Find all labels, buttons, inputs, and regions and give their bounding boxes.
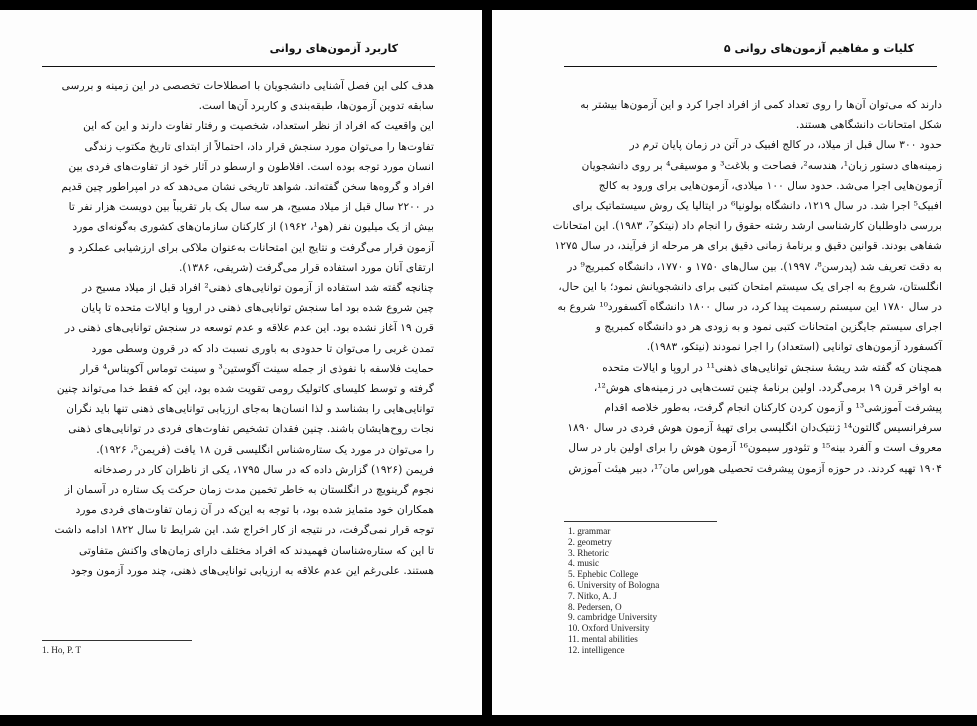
text-line: آکسفورد آزمون‌های توانایی (استعداد) را اجرا نمودند (نیتکو، ۱۹۸۳). [646, 340, 942, 354]
text-line: شکل امتحانات دانشگاهی هستند. [795, 118, 942, 132]
text-line: سابقه تدوین آزمون‌ها، طبقه‌بندی و کاربرد آن‌ها است. [198, 99, 434, 113]
text-line: را می‌توان در مورد یک ستاره‌شناس انگلیسی قرن ۱۸ یافت (فریمن⁵، ۱۹۲۶). [96, 442, 434, 456]
footnote: 9. cambridge University [568, 612, 658, 623]
right-running-head [712, 42, 914, 62]
left-paragraph [36, 116, 434, 278]
footnote: 12. intelligence [568, 644, 625, 655]
text-line: گرفته و توسط کلیسای کاتولیک رومی تقویت شده بود، این که فقط خدا می‌تواند چنین [56, 382, 434, 396]
text-line: همکاران خود متمایز شده بود، با توجه به این‌که در آن زمان تفاوت‌های فردی مورد [75, 503, 434, 517]
footnote: 2. geometry [568, 536, 612, 547]
left-paragraph [36, 76, 434, 116]
text-line: شفاهی بودند. قوانین دقیق و برنامهٔ زمانی دقیق برای هر مرحله از فرآیند، در سال ۱۲۷۵ [554, 239, 942, 253]
text-line: بررسی داوطلبان کارشناسی ارشد رشته حقوق را انجام داد (نیتکو⁷، ۱۹۸۳). این امتحانات [552, 219, 942, 233]
footnote: 10. Oxford University [568, 623, 650, 634]
text-line: قرن ۱۹ آغاز نشده بود. این عدم علاقه و عدم توسعه در سنجش توانایی‌های ذهنی در [65, 321, 434, 335]
footnote: 4. music [568, 558, 600, 569]
left-running-head: کاربرد آزمون‌های روانی [269, 42, 398, 55]
text-line: همچنان که گفته شد ریشهٔ سنجش توانایی‌های ذهنی¹¹ در اروپا و ایالات متحده [602, 360, 942, 374]
footnote: 8. Pedersen, O [568, 601, 622, 612]
left-footnotes [42, 645, 81, 656]
left-paragraph [36, 460, 434, 581]
right-page [492, 10, 977, 715]
text-line: توجه قرار نمی‌گرفت، در نتیجه از کار اخراج شد. این شرایط تا سال ۱۸۲۲ ادامه داشت [54, 523, 434, 537]
text-line: حمایت فلاسفه با نفوذی از جمله سینت آگوستین³ و سینت توماس آکویناس⁴ قرار [80, 361, 434, 375]
text-line: معروف است و آلفرد بینه¹⁵ و تئودور سیمون¹⁶ آزمون هوش را برای اولین بار در سال [568, 441, 942, 455]
footnote: 7. Nitko, A. J [568, 590, 618, 601]
right-running-head-title: کلیات و مفاهیم آزمون‌های روانی [734, 42, 914, 55]
text-line: افراد و گروه‌ها سخن گفته‌اند. شواهد تاریخی نشان می‌دهد که در امپراطور چین قدیم [61, 180, 434, 194]
right-paragraph [558, 95, 942, 135]
left-footnote-rule [42, 640, 192, 641]
footnote: 3. Rhetoric [568, 547, 609, 558]
text-line: بیش از یک میلیون نفر (هو¹، ۱۹۶۲) از کارکنان سازمان‌های کشوری به‌گونه‌ای مورد [72, 220, 434, 234]
text-line: این واقعیت که افراد از نظر استعداد، شخصیت و رفتار تفاوت دارند و این که این [83, 119, 434, 133]
text-line: تا این که ستاره‌شناسان فهمیدند که افراد مختلف دارای زمان‌های واکنش متفاوتی [79, 543, 434, 557]
text-line: نجات روح‌هایشان باشند. چنین فقدان تشخیص تفاوت‌های فردی در توانایی‌های ذهنی [68, 422, 434, 436]
text-line: افبیک⁵ اجرا شد. در سال ۱۲۱۹، دانشگاه بولونیا⁶ در ایتالیا یک روش سیستماتیک برای [572, 199, 942, 213]
text-line: تمدن غربی را می‌توان تا حدودی به باوری نسبت داد که در قرون وسطی مورد [91, 341, 434, 355]
text-line: آزمون قرار می‌گرفت و نتایج این امتحانات به‌عنوان ملاکی برای ارزشیابی عملکرد و [69, 240, 434, 254]
footnote: 6. University of Bologna [568, 579, 660, 590]
right-body-text [552, 95, 942, 505]
right-paragraph [552, 135, 942, 357]
text-line: پیشرفت آموزشی¹³ و آزمون کردن کارکنان انجام گرفت، به‌طور خلاصه اقدام [604, 401, 942, 415]
left-paragraph [36, 278, 434, 460]
page-number: ۵ [723, 42, 731, 55]
text-line: چنانچه گفته شد استفاده از آزمون توانایی‌های ذهنی² افراد قبل از میلاد مسیح در [82, 281, 434, 295]
book-gutter [482, 0, 492, 726]
text-line: اجرای سیستم جایگزین امتحانات کتبی نمود و به زودی هر دو دانشگاه کمبریج و [595, 320, 942, 334]
text-line: ارتقای آنان مورد استفاده قرار می‌گرفت (شریفی، ۱۳۸۶). [179, 260, 434, 274]
footnote: 1. grammar [568, 526, 611, 536]
text-line: به اواخر قرن ۱۹ برمی‌گردد. اولین برنامهٔ چنین تست‌هایی در زمینه‌های هوش¹²، [593, 380, 942, 394]
text-line: هدف کلی این فصل آشنایی دانشجویان با اصطلاحات تخصصی در این زمینه و بررسی [61, 79, 434, 92]
text-line: به دقت تعریف شد (پدرسن⁸، ۱۹۹۷). بین سال‌های ۱۷۵۰ و ۱۷۷۰، دانشگاه کمبریج⁹ در [567, 259, 942, 273]
left-page [0, 10, 482, 715]
footnote: 5. Ephebic College [568, 569, 639, 580]
text-line: نجوم گرینویچ در انگلستان به خاطر تخمین مدت زمان حرکت یک ستاره در آسمان از [64, 483, 434, 497]
text-line: زمینه‌های دستور زبان¹، هندسه²، فصاحت و بلاغت³ و موسیقی⁴ بر روی دانشجویان [581, 158, 942, 172]
text-line: در ۲۲۰۰ سال قبل از میلاد مسیح، هر سه سال یک بار تقریباً بین دویست هزار نفر تا [68, 200, 434, 214]
right-footnotes [568, 526, 778, 656]
left-header-rule [42, 66, 435, 67]
text-line: توانایی‌هایی را بشناسد و لذا انسان‌ها به‌جای ارزیابی توانایی‌های ذهنی تنها باید نگران [66, 402, 434, 416]
text-line: آزمون‌هایی اجرا می‌شد. حدود سال ۱۰۰ میلادی، آزمون‌هایی برای ورود به کالج [598, 178, 942, 192]
text-line: در سال ۱۷۸۰ این سیستم رسمیت پیدا کرد، در سال ۱۸۰۰ دانشگاه آکسفورد¹⁰ شروع به [557, 300, 942, 314]
text-line: تفاوت‌ها را می‌توان مورد سنجش قرار داد، احتمالاً از ابتدای تاریخ مکتوب زندگی [84, 139, 434, 153]
footnote: 1. Ho, P. T [42, 645, 82, 655]
right-footnote-rule [564, 521, 717, 522]
text-line: دارند که می‌توان آن‌ها را روی تعداد کمی از افراد اجرا کرد و این آزمون‌ها بیشتر به [580, 98, 942, 111]
left-body-text [36, 76, 434, 632]
text-line: انسان مورد توجه بوده است. افلاطون و ارسطو در آثار خود از تفاوت‌های فردی بین [68, 159, 434, 173]
text-line: چین شروع شده بود اما سنجش توانایی‌های ذهنی در اروپا و ایالات متحده تا پایان [81, 301, 434, 315]
text-line: انگلستان، شروع به اجرای یک سیستم امتحان کتبی برای دانشجویانش نمود؛ با این حال، [558, 279, 942, 293]
text-line: هستند. علی‌رغم این عدم علاقه به ارزیابی توانایی‌های ذهنی، چند مورد آزمون وجود [70, 563, 434, 577]
text-line: حدود ۳۰۰ سال قبل از میلاد، در کالج افبیک در آتن در زمان پایان ترم در [629, 138, 942, 152]
footnote: 11. mental abilities [568, 633, 638, 644]
text-line: ۱۹۰۴ تهیه کردند. در حوزه آزمون پیشرفت تحصیلی هوراس مان¹⁷، دبیر هیئت آموزش [568, 461, 942, 475]
right-header-rule [564, 66, 937, 67]
text-line: سرفرانسیس گالتون¹⁴ ژنتیک‌دان انگلیسی برای تهیهٔ آزمون هوش فردی در سال ۱۸۹۰ [567, 421, 942, 435]
text-line: فریمن (۱۹۲۶) گزارش داده که در سال ۱۷۹۵، یکی از ناظران کار در رصدخانه [93, 462, 434, 476]
right-paragraph [558, 358, 942, 479]
